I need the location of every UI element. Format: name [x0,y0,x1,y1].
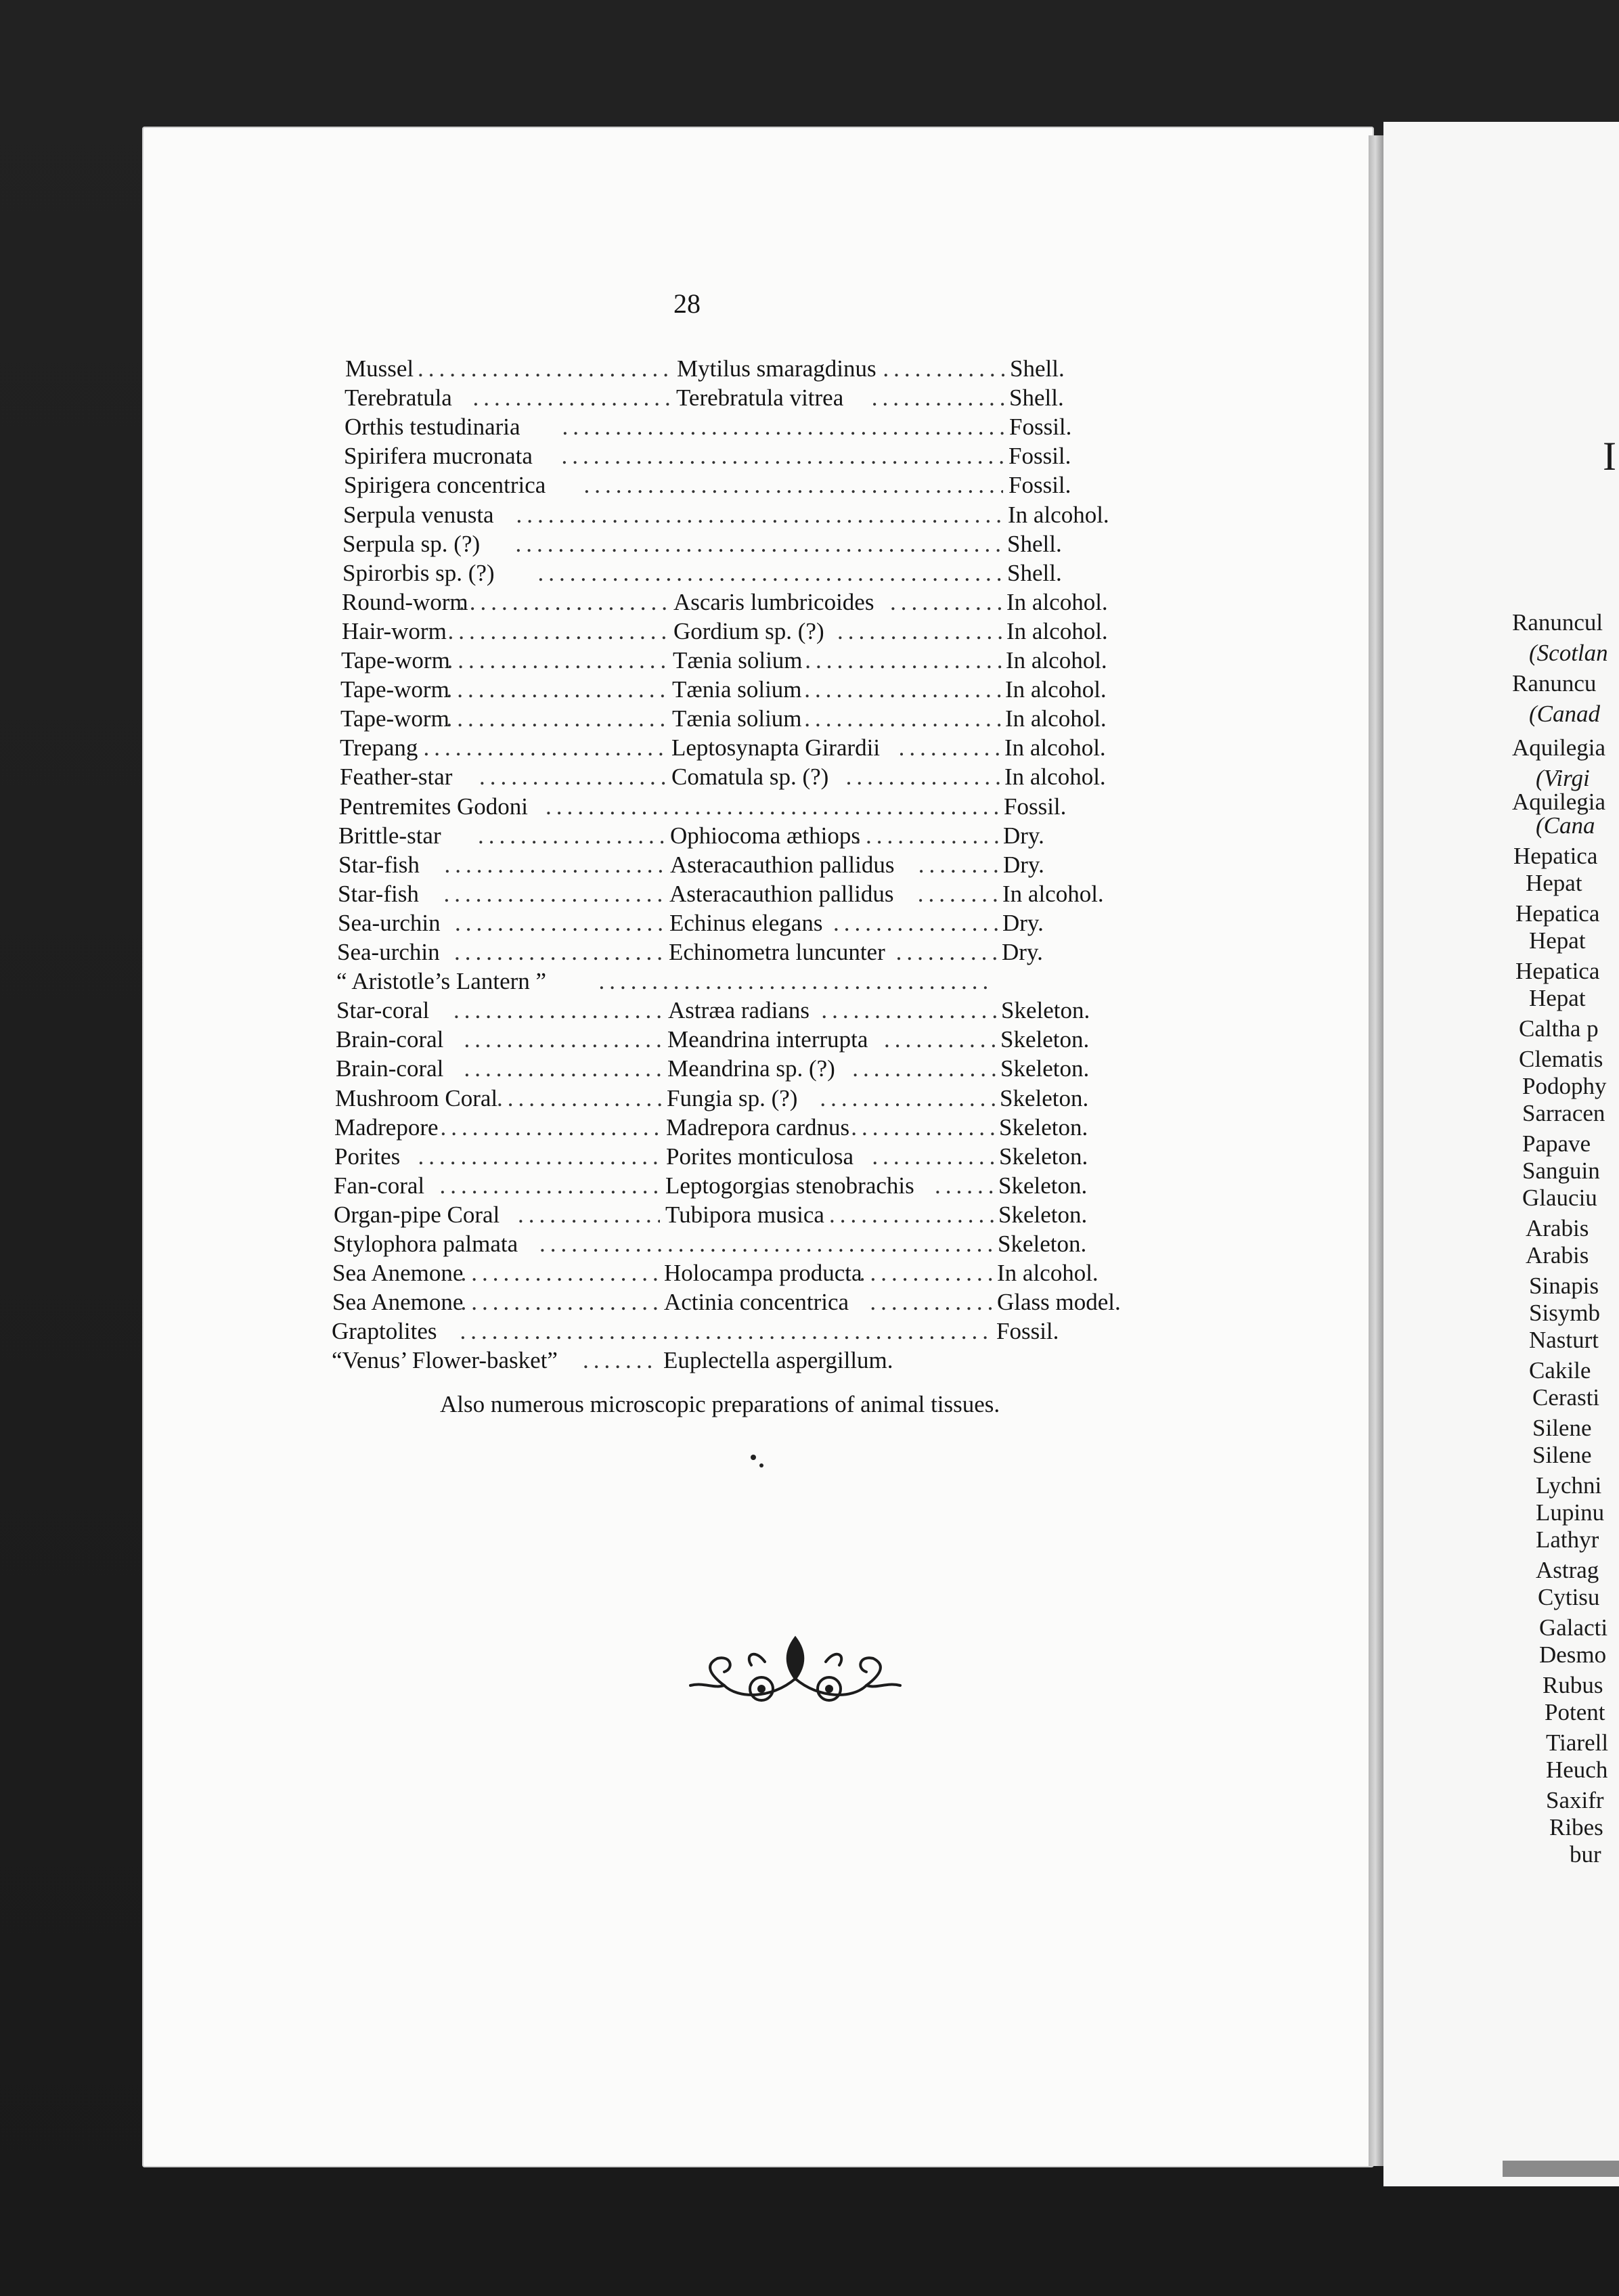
leader-dots [837,618,1002,645]
preservation-form: Shell. [1007,531,1062,557]
common-name: Orthis testudinaria [345,414,520,440]
common-name: Tape-worm [340,676,449,703]
preservation-form: In alcohol. [997,1260,1099,1286]
right-page-entry: Lychni [1536,1472,1602,1499]
preservation-form: Skeleton. [998,1231,1087,1257]
common-name: Pentremites Godoni [339,793,528,820]
preservation-form: Dry. [1002,939,1043,965]
right-page-entry: (Cana [1536,812,1595,839]
catalog-row [340,676,1220,705]
leader-dots [821,997,997,1024]
catalog-row [332,1289,1212,1318]
right-page-entry: Tiarell [1546,1729,1609,1756]
catalog-row [340,764,1220,793]
scientific-name: Echinus elegans [669,910,823,936]
common-name: Feather-star [340,764,453,790]
common-name: Sea-urchin [338,910,441,936]
common-name: Brain-coral [336,1055,444,1082]
right-page-entry: Clematis [1519,1046,1603,1072]
common-name: Porites [334,1143,401,1170]
catalog-row [345,355,1225,384]
common-name: Round-worm [342,589,468,615]
preservation-form: Fossil. [1008,472,1071,498]
common-name: Hair-worm [342,618,447,644]
right-page-entry: Rubus [1543,1672,1603,1698]
leader-dots [461,1289,659,1316]
right-page-entry: Ribes [1549,1814,1603,1840]
catalog-row [340,734,1220,764]
catalog-row [345,414,1224,443]
right-page-entry: Hepat [1529,927,1586,954]
printer-mark [748,1452,768,1472]
catalog-row [342,531,1222,560]
catalog-row [343,502,1223,531]
catalog-row [332,1318,1212,1347]
leader-dots [440,1172,661,1199]
scientific-name: Leptosynapta Girardii [671,734,881,761]
catalog-row [344,472,1224,501]
preservation-form: Skeleton. [999,1143,1088,1170]
catalog-row [345,384,1224,414]
scientific-name: Tænia solium [672,676,802,703]
leader-dots [447,647,668,674]
common-name: Star-fish [338,852,420,878]
preservation-form: Skeleton. [1000,1055,1090,1082]
leader-dots [918,852,999,879]
right-page-entry: bur [1570,1841,1601,1868]
preservation-form: Fossil. [1004,793,1067,820]
catalog-row [334,1114,1214,1143]
catalog-row [332,1260,1212,1289]
preservation-form: Skeleton. [1000,1026,1090,1053]
common-name: Terebratula [345,384,452,411]
common-name: Serpula venusta [343,502,494,528]
right-page-entry: Sanguin [1522,1157,1600,1184]
leader-dots [479,764,666,791]
scientific-name: Gordium sp. (?) [673,618,824,644]
right-page-entry: Heuch [1546,1757,1608,1783]
common-name: Stylophora palmata [333,1231,518,1257]
catalog-row [339,793,1219,822]
right-page-entry: Hepatica [1515,900,1600,927]
catalog-row [335,1085,1215,1114]
preservation-form: Fossil. [1009,414,1072,440]
common-name: Fan-coral [334,1172,425,1199]
leader-dots [860,1260,993,1287]
catalog-row [334,1172,1214,1201]
leader-dots [804,676,1001,703]
right-page-entry: Hepat [1526,870,1582,896]
right-page-list [1383,0,1619,2296]
leader-dots [883,355,1006,382]
leader-dots [453,997,663,1024]
scientific-name: Ascaris lumbricoides [673,589,874,615]
leader-dots [804,705,1001,732]
right-page-entry: Podophy [1522,1073,1607,1099]
right-page-entry: Cytisu [1538,1584,1600,1610]
page-number: 28 [673,288,701,319]
catalog-row [341,647,1221,676]
leader-dots [447,705,667,732]
catalog-row [334,1143,1214,1172]
scientific-name: Euplectella aspergillum. [663,1347,893,1373]
leader-dots [459,589,668,616]
preservation-form: Dry. [1003,822,1044,849]
leader-dots [896,939,998,966]
leader-dots [846,764,1000,791]
leader-dots [820,1085,996,1112]
common-name: Organ-pipe Coral [334,1201,500,1228]
catalog-row [334,1201,1214,1231]
preservation-form: Skeleton. [999,1114,1088,1141]
right-page-entry: Sinapis [1529,1273,1599,1299]
preservation-form: In alcohol. [1008,502,1109,528]
leader-dots [518,1201,660,1229]
right-page-entry: (Scotlan [1529,640,1608,666]
common-name: Sea Anemone [332,1289,464,1315]
common-name: Trepang [340,734,418,761]
leader-dots [852,1055,996,1082]
leader-dots [599,968,988,995]
catalog-row [338,910,1218,939]
leader-dots [935,1172,994,1199]
scientific-name: Meandrina interrupta [667,1026,868,1053]
leader-dots [855,822,999,849]
leader-dots [562,443,1004,470]
scientific-name: Actinia concentrica [664,1289,849,1315]
right-page-heading: I [1603,434,1616,479]
common-name: Serpula sp. (?) [342,531,481,557]
scientific-name: Mytilus smaragdinus [677,355,877,382]
right-page-entry: Ranuncu [1512,670,1597,697]
catalog-row [336,997,1216,1026]
preservation-form: In alcohol. [1002,881,1104,907]
leader-dots [899,734,1000,761]
right-page-entry: Hepat [1529,985,1586,1011]
preservation-form: Skeleton. [1000,1085,1089,1111]
common-name: Mushroom Coral [335,1085,498,1111]
leader-dots [890,589,1002,616]
scientific-name: Terebratula vitrea [676,384,844,411]
preservation-form: Shell. [1010,355,1065,382]
common-name: Tape-worm [341,647,450,674]
right-page-entry: Galacti [1539,1614,1608,1641]
right-page-entry: Desmo [1539,1641,1607,1668]
preservation-form: In alcohol. [1004,734,1106,761]
leader-dots [424,734,667,761]
leader-dots [455,910,664,937]
leader-dots [833,910,998,937]
preservation-form: Glass model. [997,1289,1121,1315]
leader-dots [884,1026,996,1053]
right-page-entry: Ranuncul [1512,609,1603,636]
right-page-entry: Nasturt [1529,1327,1599,1353]
leader-dots [539,1231,992,1258]
common-name: Graptolites [332,1318,437,1344]
leader-dots [418,355,671,382]
leader-dots [851,1114,995,1141]
right-page-entry: Lathyr [1536,1526,1599,1553]
common-name: Mussel [345,355,414,382]
common-name: Tape-worm [340,705,449,732]
scientific-name: Leptogorgias stenobrachis [665,1172,914,1199]
leader-dots [441,1114,661,1141]
leader-dots [473,384,671,412]
leader-dots [870,1289,993,1316]
leader-dots [918,881,998,908]
scientific-name: Madrepora cardnus [666,1114,850,1141]
catalog-row [332,1347,1212,1376]
right-page-entry: Sisymb [1529,1300,1601,1326]
right-page-entry: Hepatica [1513,843,1598,869]
preservation-form: Skeleton. [998,1201,1088,1228]
floral-ornament [684,1625,907,1713]
common-name: Brittle-star [338,822,441,849]
leader-dots [583,1347,658,1374]
leader-dots [448,618,669,645]
leader-dots [418,1143,661,1170]
leader-dots [447,676,667,703]
scientific-name: Echinometra luncunter [669,939,885,965]
scientific-name: Tænia solium [673,647,803,674]
preservation-form: Dry. [1003,852,1044,878]
common-name: Spirorbis sp. (?) [342,560,495,586]
catalog-row [344,443,1224,472]
preservation-form: Fossil. [1008,443,1071,469]
scientific-name: Fungia sp. (?) [667,1085,798,1111]
common-name: Sea-urchin [337,939,440,965]
leader-dots [546,793,998,820]
preservation-form: Fossil. [996,1318,1059,1344]
leader-dots [464,1026,663,1053]
right-page-entry: Cerasti [1532,1384,1600,1411]
right-page-entry: Saxifr [1546,1787,1604,1813]
right-page-entry: Silene [1532,1415,1592,1441]
catalog-row [333,1231,1213,1260]
preservation-form: Shell. [1007,560,1062,586]
common-name: Star-fish [338,881,419,907]
leader-dots [460,1318,992,1345]
preservation-form: Skeleton. [1001,997,1090,1023]
preservation-form: In alcohol. [1006,618,1108,644]
catalog-row [342,560,1222,589]
catalog-row [336,1026,1216,1055]
right-page-entry: Glauciu [1522,1185,1597,1211]
right-page-entry: Caltha p [1519,1015,1599,1042]
catalog-row [336,1055,1216,1084]
leader-dots [454,939,663,966]
leader-dots [805,647,1002,674]
preservation-form: In alcohol. [1006,589,1108,615]
right-page-entry: Aquilegia [1512,734,1606,761]
leader-dots [497,1085,661,1112]
leader-dots [538,560,1002,587]
right-page-entry: Hepatica [1515,958,1600,984]
common-name: Spirigera concentrica [344,472,546,498]
catalog-row [338,852,1218,881]
leader-dots [461,1260,659,1287]
right-page-entry: Arabis [1526,1242,1589,1268]
preservation-form: Dry. [1002,910,1044,936]
right-page-entry: Potent [1545,1699,1605,1725]
preservation-form: In alcohol. [1005,705,1107,732]
common-name: “ Aristotle’s Lantern ” [336,968,547,994]
scientific-name: Asteracauthion pallidus [670,852,895,878]
leader-dots [872,384,1005,412]
leader-dots [444,881,665,908]
preservation-form: In alcohol. [1006,647,1107,674]
catalog-row [338,881,1218,910]
leader-dots [478,822,665,849]
right-page-entry: Sarracen [1522,1100,1605,1126]
right-page-entry: Silene [1532,1442,1592,1468]
scientific-name: Meandrina sp. (?) [667,1055,835,1082]
scientific-name: Ophiocoma æthiops [670,822,860,849]
common-name: Spirifera mucronata [344,443,533,469]
right-page-entry: Cakile [1529,1357,1591,1384]
common-name: “Venus’ Flower-basket” [332,1347,558,1373]
preservation-form: Skeleton. [998,1172,1088,1199]
catalog-row [336,968,1216,997]
right-page-entry: (Canad [1529,701,1600,727]
catalog-row [338,822,1218,852]
right-page-entry: Arabis [1526,1215,1589,1241]
scientific-name: Porites monticulosa [666,1143,854,1170]
common-name: Star-coral [336,997,430,1023]
preservation-form: In alcohol. [1004,764,1106,790]
right-page-entry: Aquilegia [1512,789,1606,815]
leader-dots [516,502,1003,529]
scientific-name: Tænia solium [672,705,802,732]
common-name: Sea Anemone [332,1260,464,1286]
right-page-entry: (Virgi [1536,765,1590,791]
catalog-row [340,705,1220,734]
scientific-name: Tubipora musica [665,1201,824,1228]
right-page-entry: Astrag [1536,1557,1599,1583]
catalog-row [342,589,1222,618]
scientific-name: Astræa radians [668,997,810,1023]
preservation-form: In alcohol. [1005,676,1107,703]
leader-dots [445,852,665,879]
catalog-row [342,618,1222,647]
scientific-name: Asteracauthion pallidus [669,881,894,907]
right-page-entry: Papave [1522,1130,1591,1157]
leader-dots [464,1055,663,1082]
catalog-row [337,939,1217,968]
common-name: Madrepore [334,1114,439,1141]
scientific-name: Holocampa producta [664,1260,862,1286]
leader-dots [584,472,1004,499]
right-page-entry: Lupinu [1536,1499,1605,1526]
leader-dots [516,531,1002,558]
leader-dots [872,1143,995,1170]
common-name: Brain-coral [336,1026,444,1053]
preservation-form: Shell. [1009,384,1064,411]
footnote: Also numerous microscopic preparations of animal tissues. [440,1391,1000,1417]
leader-dots [829,1201,994,1229]
scientific-name: Comatula sp. (?) [671,764,829,790]
leader-dots [562,414,1004,441]
